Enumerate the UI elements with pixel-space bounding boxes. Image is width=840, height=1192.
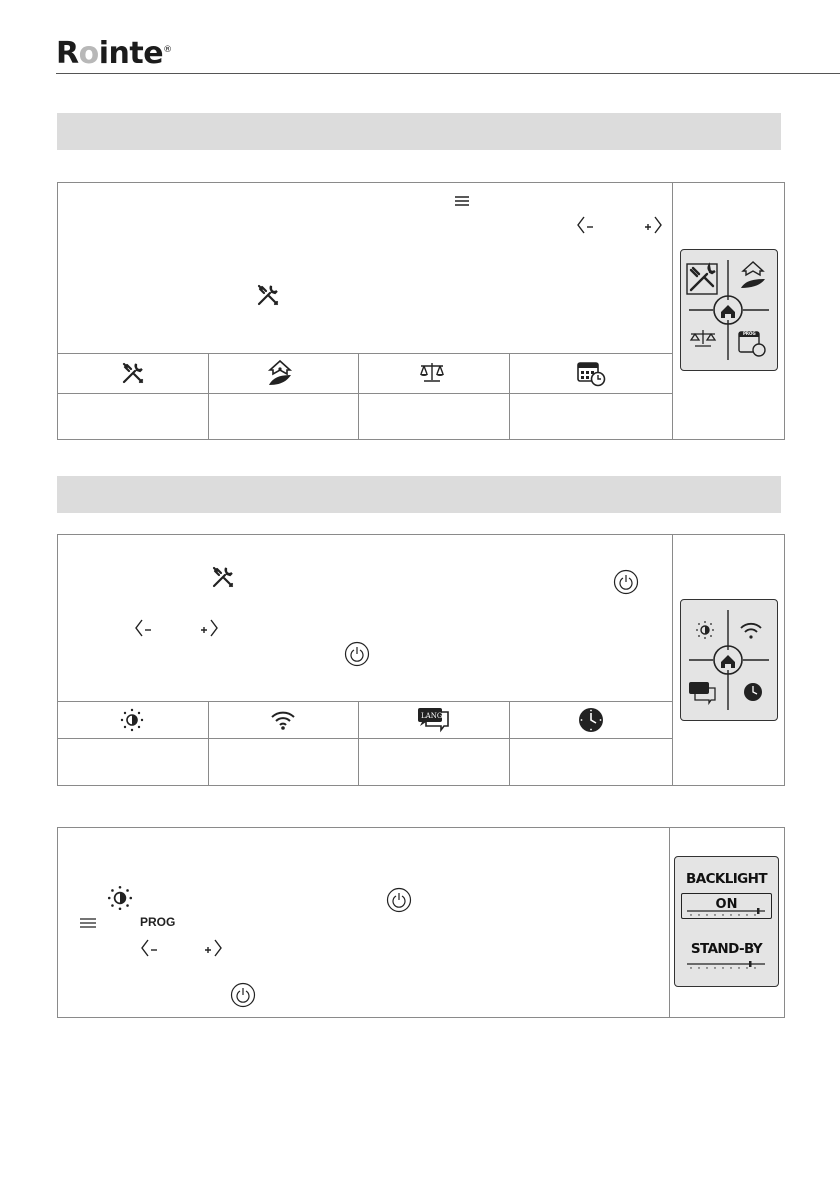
settings-device-panel [680,599,778,721]
lang-label: LANG [421,712,443,720]
minus-arrow-icon [576,215,598,235]
plus-arrow-icon [201,938,223,958]
table-rule-top [58,353,672,354]
table-col-divider [358,353,359,439]
table-col-divider [509,353,510,439]
section-band-1 [57,113,781,150]
power-button-icon [344,641,370,667]
clock-icon [578,707,604,733]
table-rule-mid [58,393,672,394]
prog-label: PROG [140,915,176,929]
table-col-divider [208,353,209,439]
eco-house-icon [267,359,293,387]
table-rule-top [58,701,672,702]
brightness-icon [119,707,145,733]
backlight-value: ON [715,897,738,912]
menu-panel-graphic [681,250,777,370]
box-divider [672,535,673,785]
brightness-icon [106,884,134,912]
power-button-icon [613,569,639,595]
menu-icon [79,917,97,929]
language-bubble-icon [416,706,452,734]
minus-arrow-icon [134,618,156,638]
section-band-2 [57,476,781,513]
table-col-divider [358,701,359,785]
settings-panel-graphic [681,600,777,720]
menu-box [57,182,785,440]
backlight-title: BACKLIGHT [686,871,767,887]
table-col-divider [208,701,209,785]
minus-arrow-icon [140,938,162,958]
plus-arrow-icon [641,215,663,235]
backlight-slider [685,908,767,916]
power-button-icon [230,982,256,1008]
table-col-divider [509,701,510,785]
table-rule-mid [58,738,672,739]
standby-label: STAND-BY [690,941,763,957]
tools-icon [256,283,280,307]
menu-icon [454,195,470,207]
menu-device-panel [680,249,778,371]
power-button-icon [386,887,412,913]
settings-box [57,534,785,786]
standby-slider [685,960,767,970]
header-rule [56,73,840,74]
brand-name: Rointe® [56,36,172,71]
calendar-prog-label: PROG [743,331,756,336]
box-divider [669,828,670,1017]
wifi-icon [270,709,296,731]
tools-icon [211,565,235,589]
week-calendar-clock-icon [576,359,606,387]
brand-logo [56,36,196,70]
plus-arrow-icon [197,618,219,638]
box-divider [672,183,673,439]
tools-icon [121,361,145,385]
backlight-value-box [681,893,772,919]
balance-scale-icon [418,361,446,383]
backlight-display-panel [674,856,779,987]
